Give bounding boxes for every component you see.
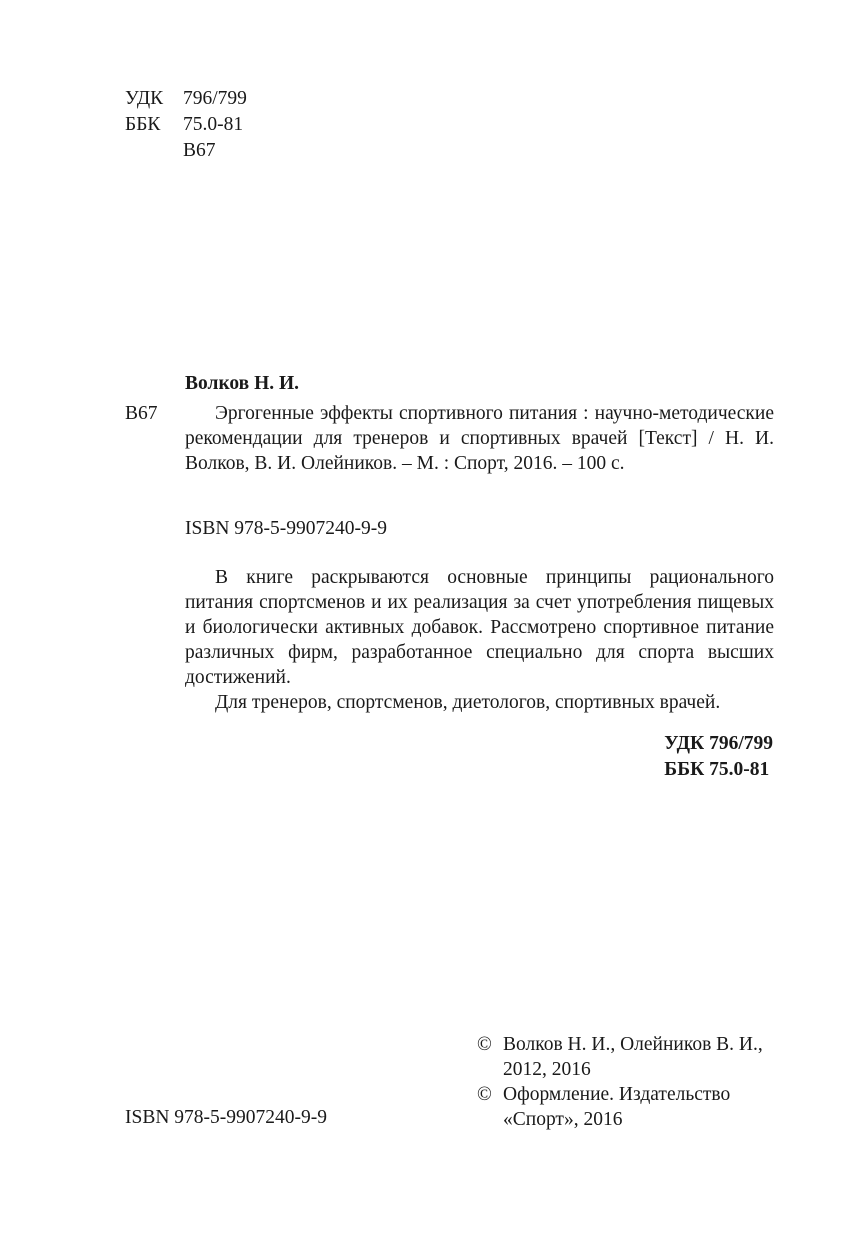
classification-header bbox=[125, 86, 247, 164]
record-description: Эргогенные эффекты спортивного питания : научно-методические рекомендации для тренеров и спортивных врачей [Текст] / Н. И. Волков, В. И. Олейников. – М. : Спорт, 2016. – 100 с. bbox=[185, 403, 774, 474]
copyright-item bbox=[477, 1032, 777, 1082]
udk-value: 796/799 bbox=[183, 88, 247, 109]
copyright-item bbox=[477, 1082, 777, 1132]
copyright-block bbox=[477, 1032, 777, 1132]
bbk-code: ББК 75.0-81 bbox=[664, 759, 770, 780]
copyright-text: Оформление. Издательство «Спорт», 2016 bbox=[503, 1084, 731, 1130]
author-code-line bbox=[125, 138, 247, 164]
classification-block bbox=[664, 731, 773, 783]
udk-line bbox=[125, 86, 247, 112]
audience-paragraph: Для тренеров, спортсменов, диетологов, спортивных врачей. bbox=[215, 692, 721, 713]
udk-code: УДК 796/799 bbox=[664, 733, 773, 754]
bbk-label: ББК bbox=[125, 114, 161, 135]
author-code: В67 bbox=[183, 140, 216, 161]
copyright-icon: © bbox=[477, 1084, 492, 1105]
bbk-line bbox=[125, 112, 247, 138]
bbk-value: 75.0-81 bbox=[183, 114, 244, 135]
abstract-paragraph: В книге раскрываются основные принципы рационального питания спортсменов и их реализация за счет употребления пищевых и биологически активных добавок. Рассмотрено спортивное питание различных фирм, разработанное специально для спорта высших достижений. bbox=[185, 567, 774, 688]
abstract bbox=[185, 565, 774, 715]
copyright-icon: © bbox=[477, 1034, 492, 1055]
record-code: В67 bbox=[125, 403, 158, 424]
record-author: Волков Н. И. bbox=[185, 373, 300, 394]
record-isbn: ISBN 978-5-9907240-9-9 bbox=[185, 518, 388, 539]
udk-label: УДК bbox=[125, 88, 164, 109]
footer-isbn: ISBN 978-5-9907240-9-9 bbox=[125, 1107, 328, 1128]
copyright-text: Волков Н. И., Олейников В. И., 2012, 2016 bbox=[503, 1034, 763, 1080]
